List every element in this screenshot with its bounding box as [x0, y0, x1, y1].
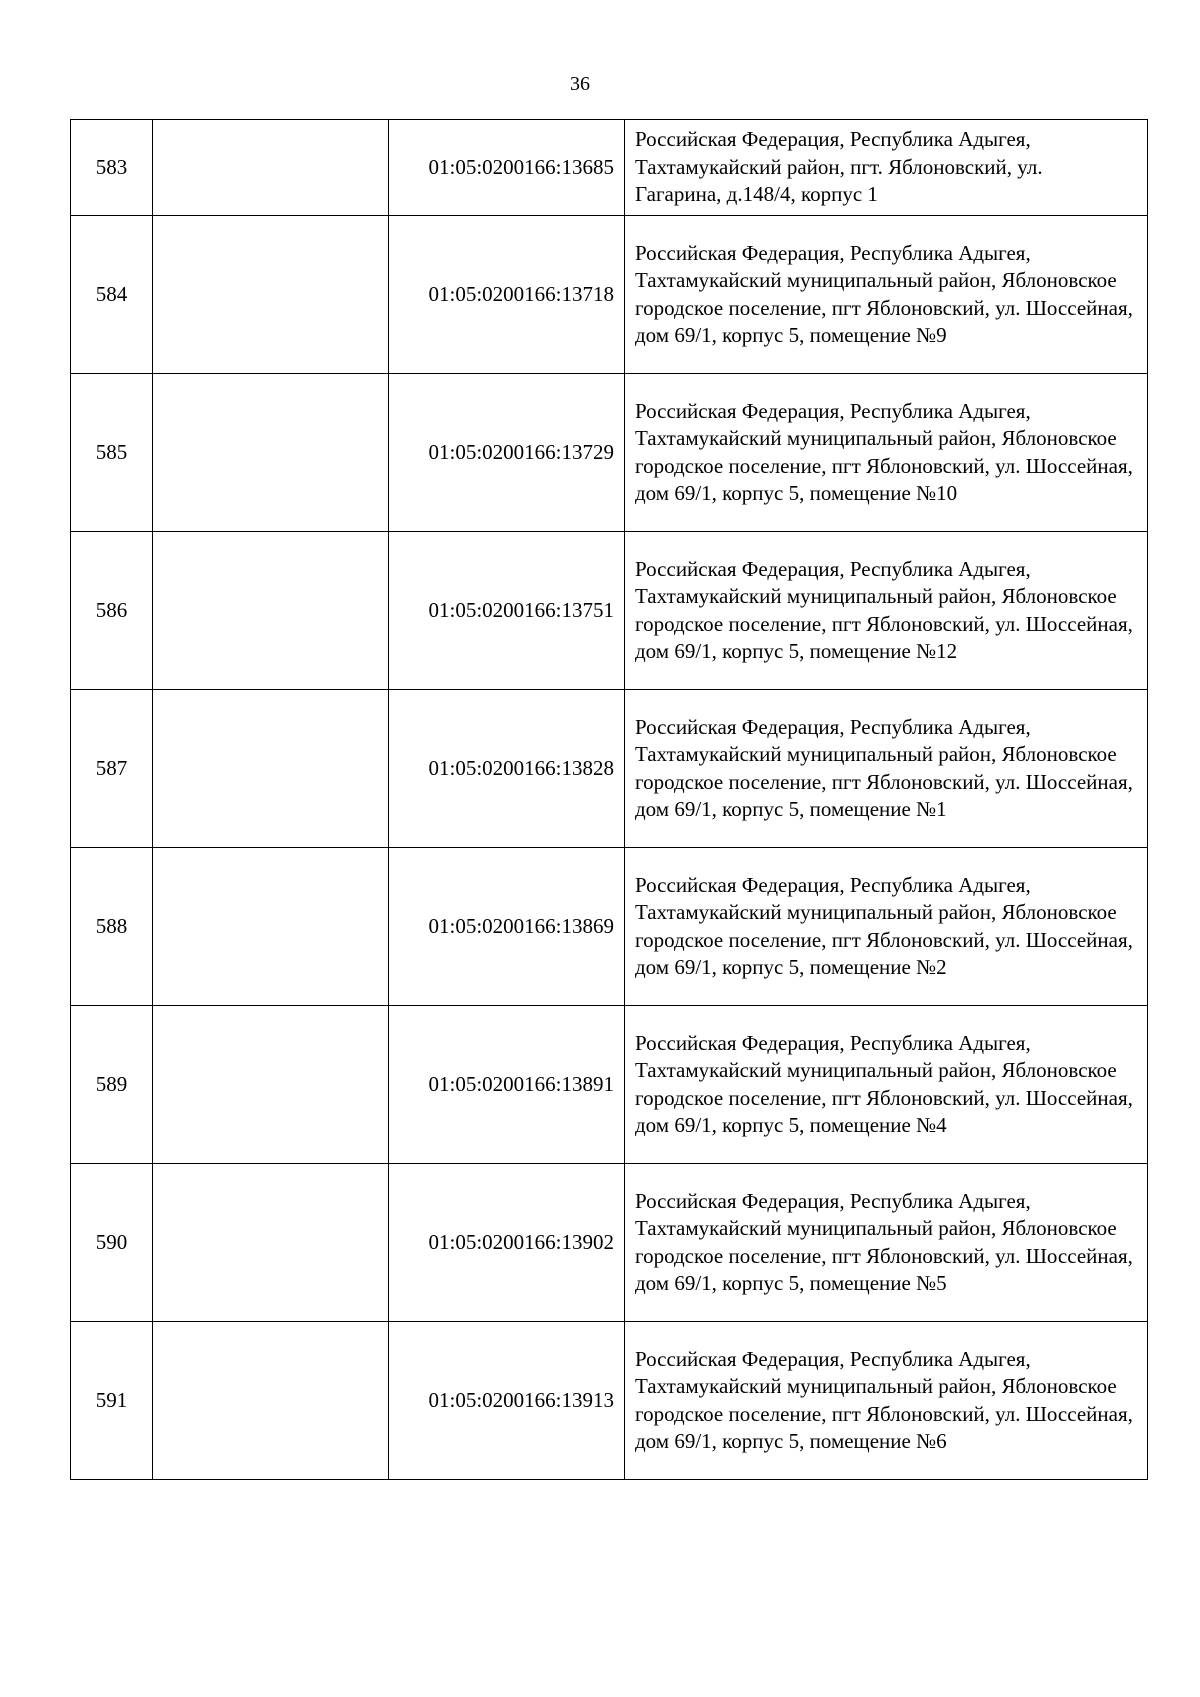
address: Российская Федерация, Республика Адыгея, Тахтамукайский муниципальный район, Яблоновское городское поселение, пгт Яблоновский, ул. Шоссейная, дом 69/1, корпус 5, помещение №6 [625, 1322, 1148, 1480]
table-row [71, 690, 1148, 848]
cadastral-number: 01:05:0200166:13685 [389, 120, 625, 216]
table-row [71, 1322, 1148, 1480]
address: Российская Федерация, Республика Адыгея, Тахтамукайский муниципальный район, Яблоновское городское поселение, пгт Яблоновский, ул. Шоссейная, дом 69/1, корпус 5, помещение №5 [625, 1164, 1148, 1322]
owner-cell [153, 848, 389, 1006]
table-row [71, 848, 1148, 1006]
row-number: 588 [71, 848, 153, 1006]
address: Российская Федерация, Республика Адыгея, Тахтамукайский муниципальный район, Яблоновское городское поселение, пгт Яблоновский, ул. Шоссейная, дом 69/1, корпус 5, помещение №12 [625, 532, 1148, 690]
property-registry-table [70, 119, 1148, 1480]
cadastral-number: 01:05:0200166:13751 [389, 532, 625, 690]
owner-cell [153, 1006, 389, 1164]
address: Российская Федерация, Республика Адыгея, Тахтамукайский муниципальный район, Яблоновское городское поселение, пгт Яблоновский, ул. Шоссейная, дом 69/1, корпус 5, помещение №1 [625, 690, 1148, 848]
cadastral-number: 01:05:0200166:13891 [389, 1006, 625, 1164]
owner-cell [153, 1322, 389, 1480]
row-number: 587 [71, 690, 153, 848]
cadastral-number: 01:05:0200166:13913 [389, 1322, 625, 1480]
cadastral-number: 01:05:0200166:13828 [389, 690, 625, 848]
cadastral-number: 01:05:0200166:13902 [389, 1164, 625, 1322]
row-number: 583 [71, 120, 153, 216]
page-number: 36 [570, 73, 590, 95]
row-number: 589 [71, 1006, 153, 1164]
address: Российская Федерация, Республика Адыгея, Тахтамукайский муниципальный район, Яблоновское городское поселение, пгт Яблоновский, ул. Шоссейная, дом 69/1, корпус 5, помещение №4 [625, 1006, 1148, 1164]
table-row [71, 1164, 1148, 1322]
row-number: 586 [71, 532, 153, 690]
owner-cell [153, 1164, 389, 1322]
table-body [71, 120, 1148, 1480]
row-number: 584 [71, 216, 153, 374]
address: Российская Федерация, Республика Адыгея, Тахтамукайский муниципальный район, Яблоновское городское поселение, пгт Яблоновский, ул. Шоссейная, дом 69/1, корпус 5, помещение №2 [625, 848, 1148, 1006]
row-number: 591 [71, 1322, 153, 1480]
owner-cell [153, 216, 389, 374]
row-number: 590 [71, 1164, 153, 1322]
table-row [71, 532, 1148, 690]
cadastral-number: 01:05:0200166:13869 [389, 848, 625, 1006]
table-row [71, 374, 1148, 532]
table-row [71, 1006, 1148, 1164]
owner-cell [153, 532, 389, 690]
row-number: 585 [71, 374, 153, 532]
address: Российская Федерация, Республика Адыгея, Тахтамукайский муниципальный район, Яблоновское городское поселение, пгт Яблоновский, ул. Шоссейная, дом 69/1, корпус 5, помещение №9 [625, 216, 1148, 374]
address: Российская Федерация, Республика Адыгея, Тахтамукайский район, пгт. Яблоновский, ул. Гагарина, д.148/4, корпус 1 [625, 120, 1148, 216]
owner-cell [153, 374, 389, 532]
table-row [71, 216, 1148, 374]
cadastral-number: 01:05:0200166:13718 [389, 216, 625, 374]
table-row [71, 120, 1148, 216]
address: Российская Федерация, Республика Адыгея, Тахтамукайский муниципальный район, Яблоновское городское поселение, пгт Яблоновский, ул. Шоссейная, дом 69/1, корпус 5, помещение №10 [625, 374, 1148, 532]
cadastral-number: 01:05:0200166:13729 [389, 374, 625, 532]
owner-cell [153, 690, 389, 848]
owner-cell [153, 120, 389, 216]
